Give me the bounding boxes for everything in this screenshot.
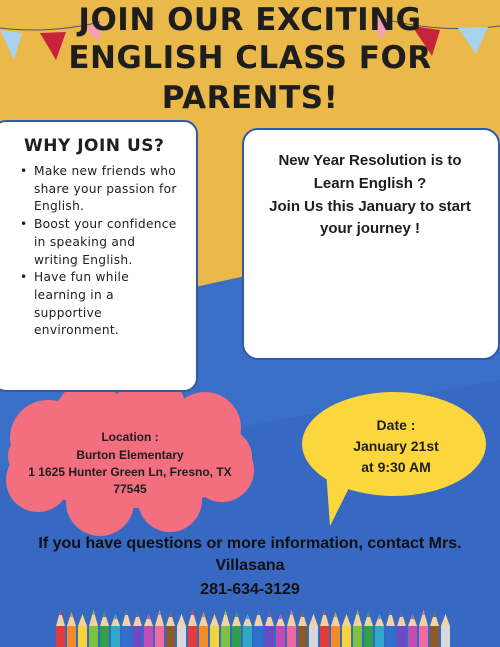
pencil-body [419,626,428,647]
list-item: • Boost your confidence in speaking and writing English. [20,216,180,269]
pencil-body [386,626,395,647]
location-label: Location : [101,430,159,444]
pencil-body [56,626,65,647]
pencil-body [353,626,362,647]
pencil-body [342,626,351,647]
pencil-body [122,626,131,647]
pencil-body [232,626,241,647]
contact-line-1: If you have questions or more information, contact Mrs. [38,535,462,552]
pencil-body [397,626,406,647]
resolution-line-3: Join Us this January to start [269,198,471,215]
pencil-body [430,626,439,647]
pencil-body [320,626,329,647]
pencil-body [221,626,230,647]
why-join-list [20,163,180,340]
resolution-line-4: your journey ! [319,220,420,237]
title-line-2: ENGLISH CLASS FOR [68,40,432,76]
title-line-1: JOIN OUR EXCITING [78,2,422,38]
resolution-line-2: Learn English ? [313,175,427,192]
pencil-body [210,626,219,647]
pencil-body [78,626,87,647]
pencil-body [254,626,263,647]
date-time: at 9:30 AM [361,459,431,475]
pencil-body [89,626,98,647]
pencil-body [188,626,197,647]
pencil-body [177,626,186,647]
pencil-body [166,626,175,647]
why-join-heading: WHY JOIN US? [24,136,165,156]
list-item: • Have fun while learning in a supportive environment. [20,269,180,340]
pencil-body [144,626,153,647]
title-line-3: PARENTS! [161,80,339,116]
list-item: • Make new friends who share your passion for English. [20,163,180,216]
pencil-body [441,626,450,647]
pencil-body [111,626,120,647]
contact-line-2: Villasana [215,557,285,574]
pencil-body [298,626,307,647]
pencil-body [100,626,109,647]
location-name: Burton Elementary [76,448,184,462]
pencil-body [243,626,252,647]
resolution-line-1: New Year Resolution is to [278,152,462,169]
pencil-body [155,626,164,647]
pencil-body [276,626,285,647]
pencil-body [287,626,296,647]
date-label: Date : [376,417,416,433]
pencil-body [309,626,318,647]
pencil-body [331,626,340,647]
pencil-body [375,626,384,647]
pencil-body [67,626,76,647]
pencil-body [133,626,142,647]
pencil-body [364,626,373,647]
contact-phone: 281-634-3129 [200,581,300,598]
location-address-line-2: 77545 [113,482,147,496]
pencil-body [408,626,417,647]
pencil-body [265,626,274,647]
pencil-body [199,626,208,647]
location-address-line-1: 1 1625 Hunter Green Ln, Fresno, TX [28,465,232,479]
date-day: January 21st [353,438,439,454]
